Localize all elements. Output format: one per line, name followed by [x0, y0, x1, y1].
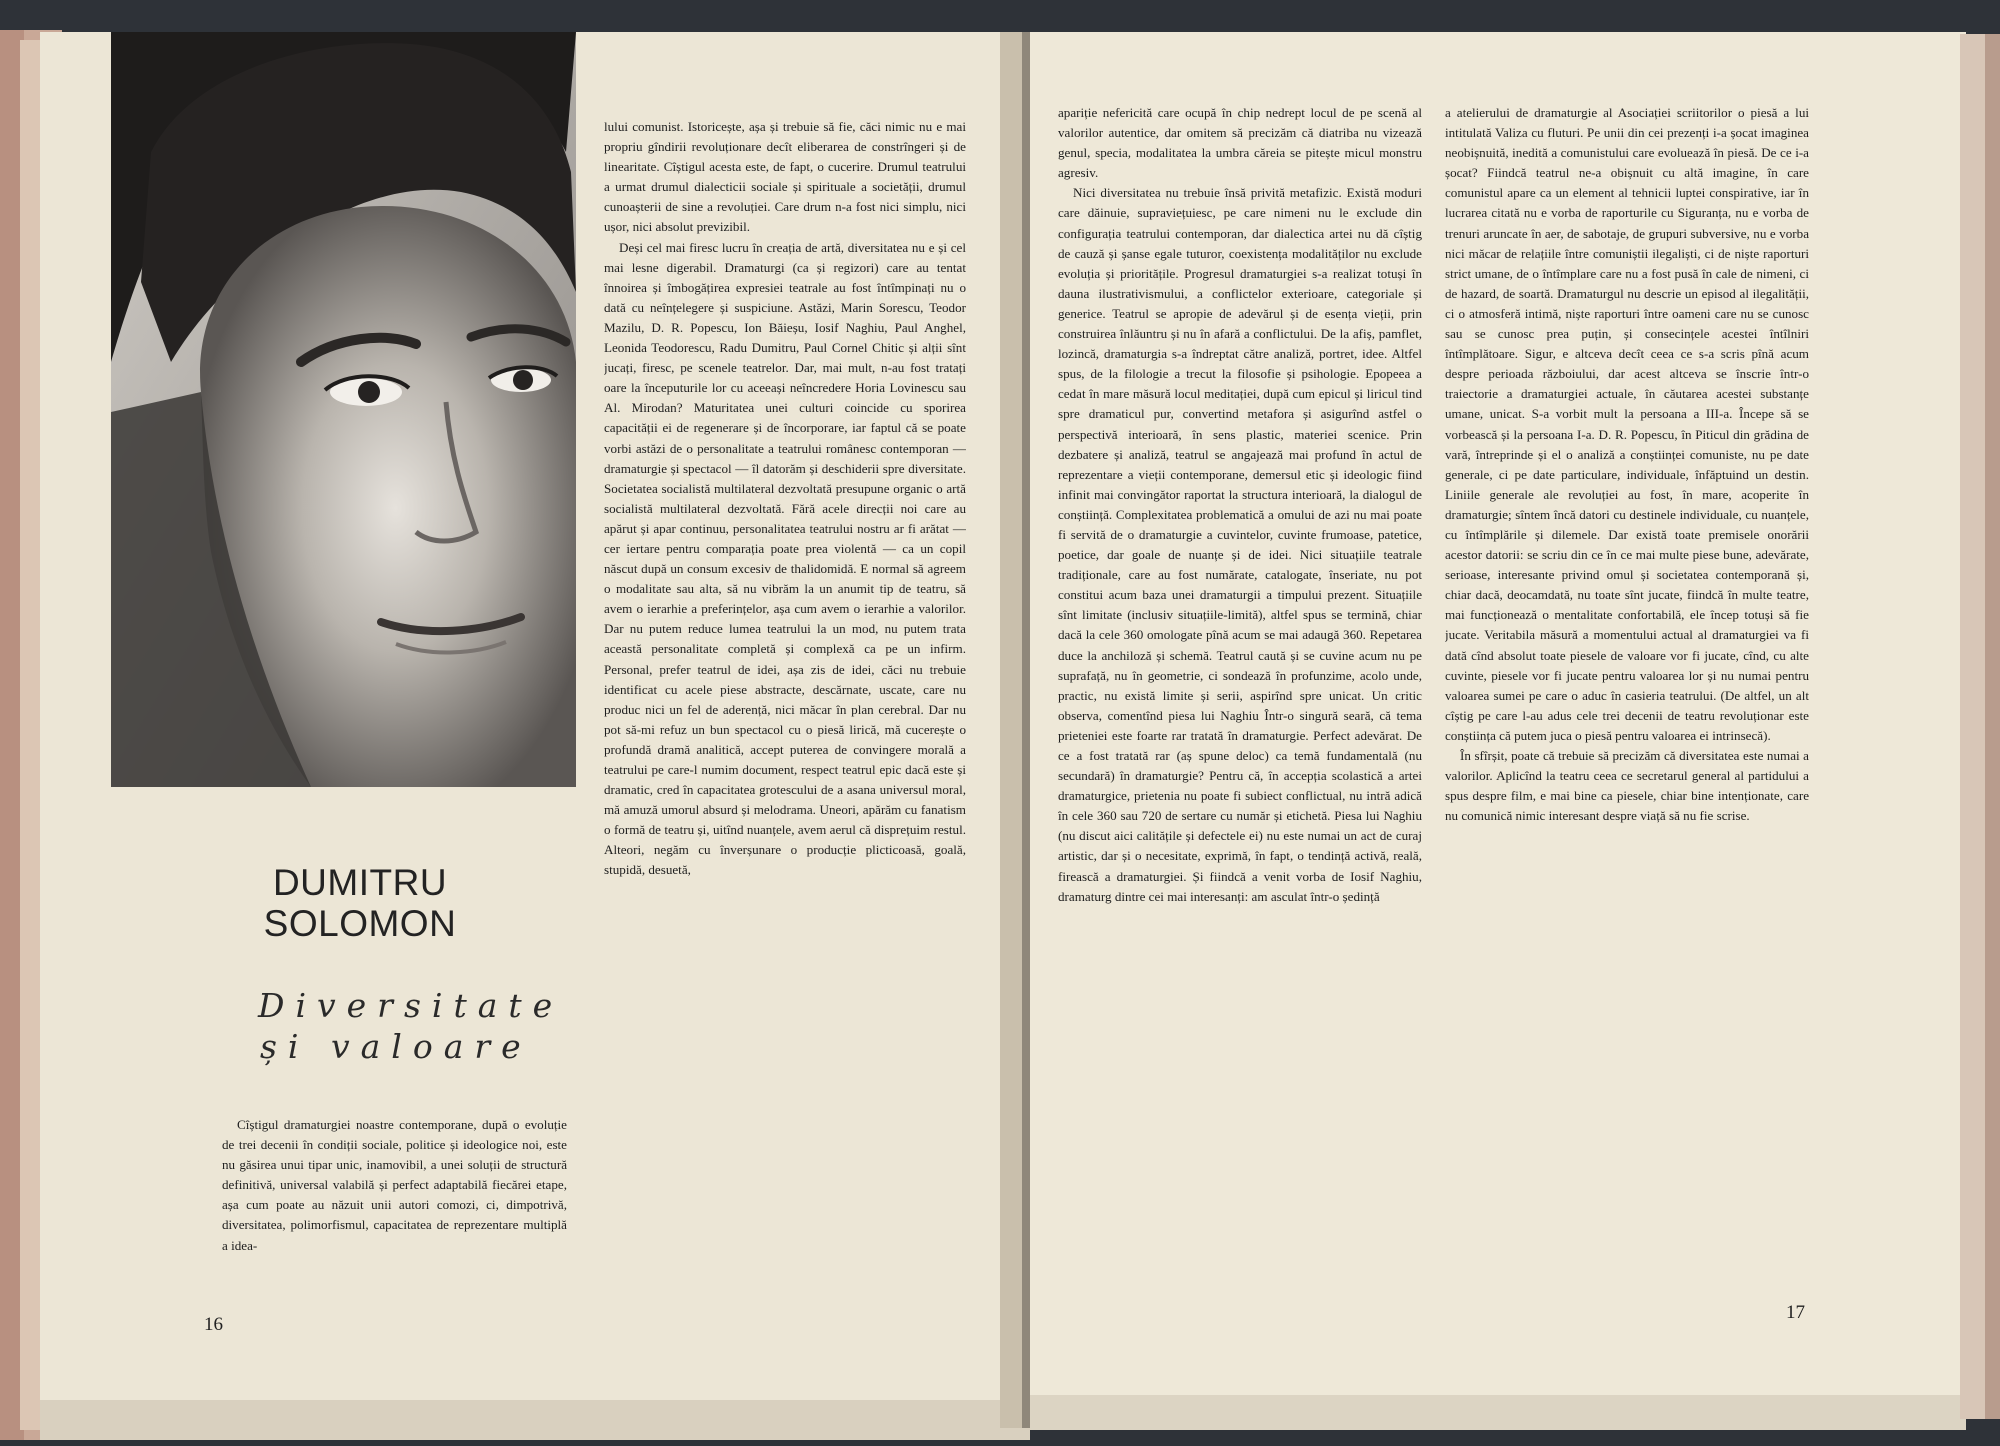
page-number-right: 17	[1786, 1302, 1805, 1323]
paragraph: lului comunist. Istoricește, așa și trebuie să fie, căci nimic nu e mai propriu gîndirii revoluționare decît eliberarea de constrîngeri și de linearitate. Cîștigul acesta este, de fapt, o cucerire. Drumul teatrului a urmat drumul dialecticii sociale și spirituale a societății, drumul cunoașterii de sine a revoluției. Care drum n-a fost nici simplu, nici ușor, nici absolut previzibil.	[604, 119, 966, 235]
author-name-line1: DUMITRU	[272, 862, 448, 903]
article-title-line1: Diversitate	[258, 986, 564, 1025]
article-column-3	[1058, 103, 1422, 1283]
author-name	[180, 862, 540, 944]
author-portrait-photo	[111, 32, 576, 787]
paragraph: Cîștigul dramaturgiei noastre contemporane, după o evoluție de trei decenii în condiții sociale, politice și ideologice noi, este nu găsirea unui tipar unic, inamovibil, a unei soluții de structură definitivă, universal valabilă și perfect adaptabilă fiecărei etape, așa cum poate au năzuit unii autori comozi, ci, dimpotrivă, diversitatea, polimorfismul, capacitatea de reprezentare multiplă a idea-	[222, 1117, 567, 1253]
article-column-2	[604, 117, 966, 1302]
author-name-line2: SOLOMON	[263, 903, 457, 944]
paragraph: a atelierului de dramaturgie al Asociației scriitorilor o piesă a lui intitulată Valiza cu fluturi. Pe unii din cei prezenți i-a șocat imaginea neobișnuită, inedită a comunistului care evoluează în piesă. De ce i-a șocat? Fiindcă teatrul ne-a obișnuit cu altă imagine, în care comunistul apare ca un element al tehnicii luptei conspirative, iar în lucrarea citată nu e vorba de raporturile cu Siguranța, nu e vorba de trenuri aruncate în aer, de sabotaje, de grupuri subversive, nu e vorba nici măcar de relațiile între comuniștii ilegaliști, ci de niște raporturi strict umane, de o întîmplare care nu a fost pusă în cale de nimeni, ci de hazard, de soartă. Dramaturgul nu descrie un episod al ilegalității, ci o atmosferă intimă, niște raporturi între oameni care nu se cunosc sau se cunosc prea puțin, și consecințele acestei întîlniri întîmplătoare. Sigur, e altceva decît ceea ce s-a scris pînă acum despre perioada războiului, dar acest altceva se înscrie într-o traiectorie a dramaturgiei actuale, în căutarea acestei substanțe umane, unicat. S-a vorbit mult la persoana a III-a. Începe să se vorbească și la persoana I-a. D. R. Popescu, în Piticul din grădina de vară, întreprinde și el o analiză a conștiinței comuniste, nu pe date generale, ci pe date particulare, individuale, înfăptuind un destin. Liniile generale ale revoluției au fost, în mare, acoperite în dramaturgie; sîntem încă datori cu destinele individuale, cu nuanțele, cu întîmplările și dilemele. Dar există toate premisele onorării acestor datorii: se scriu din ce în ce mai multe piese bune, adevărate, serioase, interesante privind omul și societatea contemporană și, chiar dacă, deocamdată, nu toate sînt jucate, fiindcă în multe teatre, mai funcționează o mentalitate confortabilă, ele încep totuși să fie jucate. Veritabila măsură a momentului actual al dramaturgiei va fi dată cînd absolut toate piesele de valoare vor fi jucate, cînd, cu alte cuvinte, piesele vor fi jucate pentru valoarea lor și nu numai pentru valoarea sumei pe care o aduc în casieria teatrului. (De altfel, un alt cîștig pe care l-au adus cele trei decenii de teatru revoluționar este conștiința că putem juca o piesă pentru valoarea ei intrinsecă).	[1445, 105, 1809, 743]
article-column-1	[222, 1115, 567, 1295]
paragraph: În sfîrșit, poate că trebuie să precizăm că diversitatea este numai a valorilor. Aplicînd la teatru ceea ce secretarul general al partidului a spus despre film, e mai bine ca piesele, chiar bine intenționate, care nu comunică nimic interesant despre viață să nu fie scrise.	[1445, 748, 1809, 824]
page-number-left: 16	[204, 1314, 223, 1335]
paragraph: apariție nefericită care ocupă în chip nedrept locul de pe scenă al valorilor autentice, dar omitem să precizăm că diatriba nu vizează genul, specia, modalitatea la umbra căreia se pitește micul monstru agresiv.	[1058, 105, 1422, 181]
article-column-4	[1445, 103, 1809, 1283]
paragraph: Nici diversitatea nu trebuie însă privită metafizic. Există moduri care dăinuie, supraviețuiesc, pe care nimeni nu le exclude din configurația teatrului contemporan, dar dialectica artei nu dă cîștig de cauză și șanse egale tuturor, coexistența modalităților nu exclude evoluția și prioritățile. Progresul dramaturgiei s-a realizat totuși în dauna ilustrativismului, a conflictelor exterioare, categoriale și generice. Teatrul se apropie de adevărul și de esența vieții, prin construirea înlăuntru și nu în afară a conflictului. De la afiș, pamflet, lozincă, dramaturgia s-a îndreptat către analiză, portret, idee. Altfel spus, de la filologie a trecut la filosofie și psihologie. Epopeea a cedat în mare măsură locul meditației, după cum epicul și liricul tind spre dramaticul pur, convertind metafora și asigurînd astfel o perspectivă interioară, în sens plastic, materiei scenice. Prin dezbatere și analiză, teatrul se angajează mai profund în actul de reprezentare a vieții contemporane, demersul etic și ideologic fiind infinit mai convingător raportat la structura interioară, la dialogul de conștiință. Complexitatea problematică a omului de azi nu mai poate fi servită de o dramaturgie a cuvintelor, cuvinte frumoase, patetice, poetice, dar goale de nuanțe și de idei. Nici situațiile teatrale tradiționale, care au fost numărate, catalogate, înseriate, nu pot constitui acum baza unei dramaturgii a timpului prezent. Situațiile sînt limitate (inclusiv situațiile-limită), altfel spus se termină, chiar dacă la cele 360 omologate pînă acum se mai adaugă 360. Repetarea duce la anchiloză și schemă. Teatrul caută și se cuvine acum nu pe suprafață, nu în geometrie, ci sondează în profunzime, acolo unde, practic, nu există limite și serii, aspirînd spre unicat. Un critic observa, comentînd piesa lui Naghiu Într-o singură seară, că tema prieteniei este foarte rar tratată în dramaturgie. Perfect adevărat. De ce a fost tratată rar (aș spune deloc) ca temă fundamentală (nu secundară) în dramaturgie? Pentru că, în accepția scolastică a artei dramaturgice, prietenia nu poate fi subiect conflictual, nu intră adică în cele 360 sau 720 de sertare cu număr și etichetă. Piesa lui Naghiu (nu discut aici calitățile și defectele ei) nu este numai un act de curaj artistic, dar și o necesitate, exprimă, în fapt, o tendință activă, reală, firească a dramaturgiei. Și fiindcă a venit vorba de Iosif Naghiu, dramaturg dintre cei mai interesanți: am asculat într-o ședință	[1058, 185, 1422, 904]
paragraph: Deși cel mai firesc lucru în creația de artă, diversitatea nu e și cel mai lesne digerabil. Dramaturgi (ca și regizori) care au tentat înnoirea și îmbogățirea expresiei teatrale au fost întîmpinați nu o dată cu neînțelegere și suspiciune. Astăzi, Marin Sorescu, Teodor Mazilu, D. R. Popescu, Ion Băieșu, Iosif Naghiu, Paul Anghel, Leonida Teodorescu, Radu Dumitru, Paul Cornel Chitic și alții sînt jucați, firesc, pe scenele teatrelor. Dar, mai mult, n-au fost tratați oare la începuturile lor cu aceeași neîncredere Horia Lovinescu sau Al. Mirodan? Maturitatea unei culturi coincide cu sporirea capacității ei de regenerare și de încorporare, iar faptul că se poate vorbi astăzi de o personalitate a teatrului românesc contemporan — dramaturgie și spectacol — îl datorăm și deschiderii spre diversitate. Societatea socialistă multilateral dezvoltată presupune organic o artă socialistă multilateral dezvoltată. Fără acele direcții noi care au apărut și apar continuu, personalitatea teatrului nostru ar fi arătat — cer iertare pentru comparația poate prea violentă — ca un copil născut după un consum excesiv de thalidomidă. E normal să agreem o modalitate sau alta, să nu vibrăm la un anumit tip de teatru, să avem o ierarhie a preferințelor, așa cum avem o ierarhie a valorilor. Dar nu putem reduce lumea teatrului la un mod, nu putem trata această personalitate completă și complexă ca pe un infirm. Personal, prefer teatrul de idei, așa zis de idei, căci nu trebuie identificat cu acele piese abstracte, descărnate, uscate, care nu produc nici un fel de aderență, nici măcar în plan cerebral. Dar nu pot să-mi refuz un bun spectacol cu o piesă lirică, mă cucerește o profundă dramă analitică, accept puterea de convingere morală a teatrului pe care-l numim document, respect teatrul epic dacă este și dramatic, cred în capacitatea grotescului de a asana universul moral, mă amuză umorul absurd și melodrama. Uneori, apărăm cu fanatism o formă de teatru și, uitînd nuanțele, avem aerul că disprețuim restul. Alteori, negăm cu înverșunare o producție plicticoasă, goală, stupidă, desuetă,	[604, 239, 966, 878]
article-title-line2: și valoare	[260, 1027, 532, 1066]
article-title	[220, 985, 564, 1067]
